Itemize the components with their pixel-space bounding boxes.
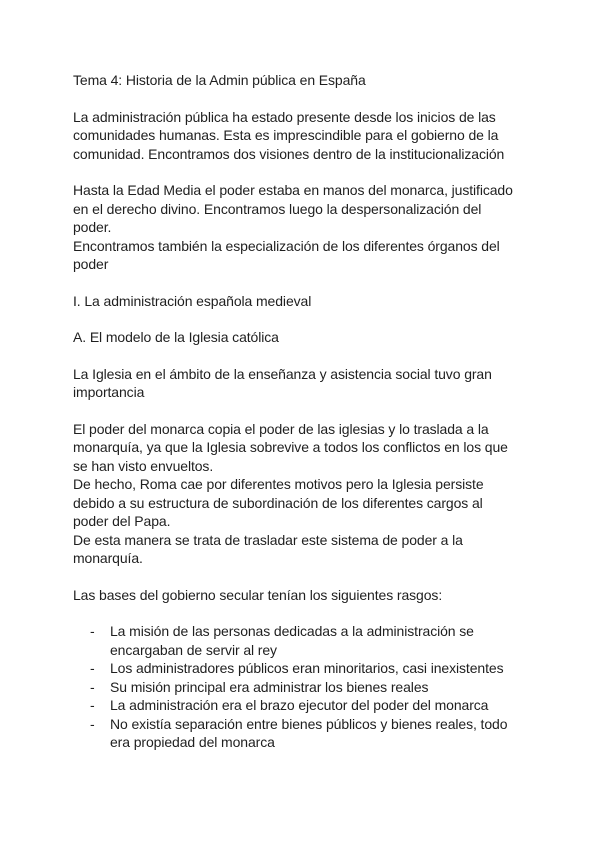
text-line: encargaban de servir al rey bbox=[110, 641, 277, 658]
list-item bbox=[73, 696, 533, 715]
dash-bullet: - bbox=[90, 623, 95, 639]
list-item bbox=[73, 622, 533, 659]
list-item bbox=[73, 715, 533, 752]
text-line: Su misión principal era administrar los bienes reales bbox=[110, 678, 429, 695]
list-item bbox=[73, 659, 533, 678]
text-line: comunidad. Encontramos dos visiones dentro de la institucionalización bbox=[73, 145, 505, 162]
roma-paragraph bbox=[73, 475, 533, 531]
text-line: De esta manera se trata de trasladar este sistema de poder a la bbox=[73, 531, 463, 548]
text-line: La administración pública ha estado presente desde los inicios de las bbox=[73, 108, 496, 125]
dash-bullet: - bbox=[90, 660, 95, 676]
especializacion-paragraph bbox=[73, 237, 533, 274]
text-line: La Iglesia en el ámbito de la enseñanza y asistencia social tuvo gran bbox=[73, 365, 492, 382]
text-line: Los administradores públicos eran minoritarios, casi inexistentes bbox=[110, 660, 504, 676]
intro-paragraph bbox=[73, 108, 533, 164]
text-line: No existía separación entre bienes públicos y bienes reales, todo bbox=[110, 715, 508, 732]
dash-bullet: - bbox=[90, 715, 95, 732]
edad-media-paragraph bbox=[73, 181, 533, 237]
text-line: El poder del monarca copia el poder de las iglesias y lo traslada a la bbox=[73, 420, 489, 437]
text-line: monarquía. bbox=[73, 550, 143, 566]
section-heading bbox=[73, 292, 533, 311]
text-line: debido a su estructura de subordinación de los diferentes cargos al bbox=[73, 494, 483, 511]
poder-paragraph bbox=[73, 420, 533, 476]
subsection-heading bbox=[73, 328, 533, 347]
text-line: comunidades humanas. Esta es imprescindible para el gobierno de la bbox=[73, 127, 499, 143]
document-page bbox=[73, 71, 533, 752]
iglesia-paragraph bbox=[73, 365, 533, 402]
heading-text: I. La administración española medieval bbox=[73, 292, 312, 309]
text-line: Encontramos también la especialización de los diferentes órganos del bbox=[73, 237, 500, 254]
text-line: Hasta la Edad Media el poder estaba en manos del monarca, justificado bbox=[73, 182, 513, 198]
text-line: Las bases del gobierno secular tenían los siguientes rasgos: bbox=[73, 586, 443, 603]
text-line: se han visto envueltos. bbox=[73, 457, 214, 474]
dash-bullet: - bbox=[90, 678, 95, 695]
text-line: poder bbox=[73, 256, 109, 272]
traslado-paragraph bbox=[73, 531, 533, 568]
list-item bbox=[73, 678, 533, 697]
text-line: monarquía, ya que la Iglesia sobrevive a todos los conflictos en los que bbox=[73, 439, 508, 455]
text-line: De hecho, Roma cae por diferentes motivos pero la Iglesia persiste bbox=[73, 476, 484, 492]
text-line: La administración era el brazo ejecutor del poder del monarca bbox=[110, 697, 489, 713]
document-title bbox=[73, 71, 533, 90]
title-text: Tema 4: Historia de la Admin pública en España bbox=[73, 72, 366, 88]
text-line: La misión de las personas dedicadas a la administración se bbox=[110, 623, 474, 639]
bases-intro bbox=[73, 586, 533, 605]
text-line: poder del Papa. bbox=[73, 513, 171, 529]
text-line: era propiedad del monarca bbox=[110, 734, 275, 750]
text-line: en el derecho divino. Encontramos luego la despersonalización del bbox=[73, 200, 482, 217]
heading-text: A. El modelo de la Iglesia católica bbox=[73, 329, 279, 345]
dash-bullet: - bbox=[90, 697, 95, 713]
text-line: poder. bbox=[73, 219, 112, 235]
rasgos-list bbox=[73, 622, 533, 752]
text-line: importancia bbox=[73, 384, 145, 400]
